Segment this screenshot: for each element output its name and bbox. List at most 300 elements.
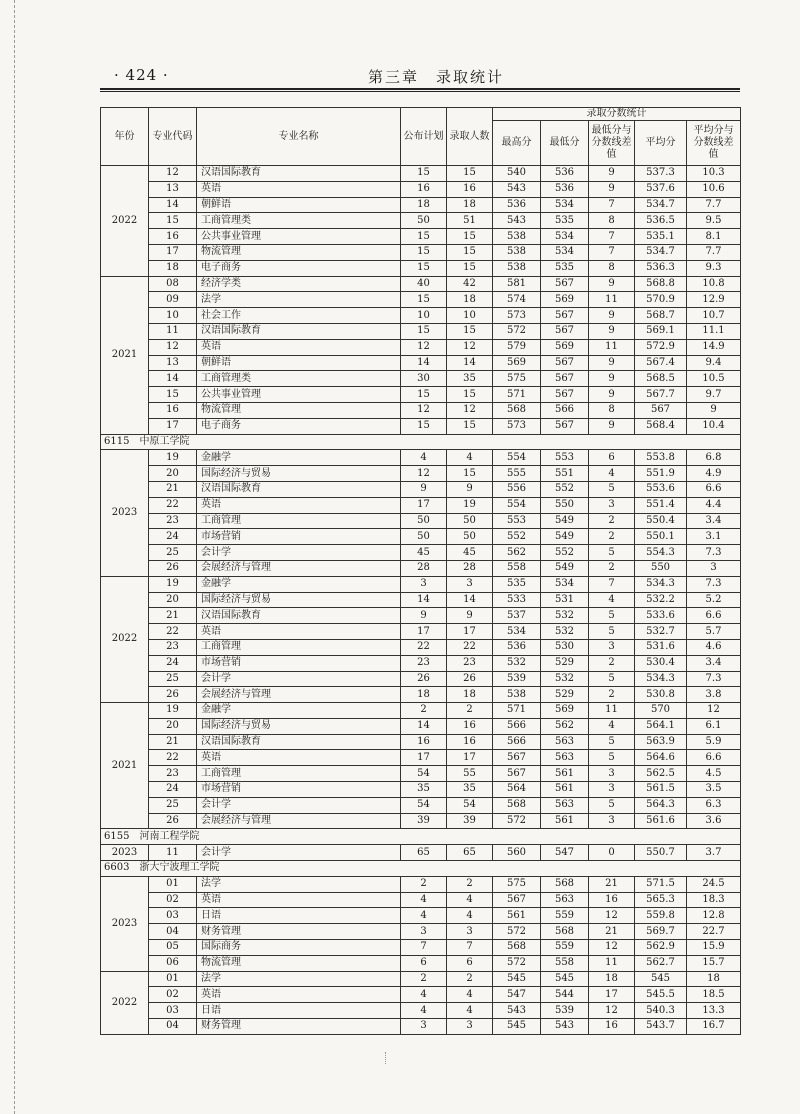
min-cell: 531 [541,592,589,608]
table-row [101,940,741,956]
major-cell: 物流管理 [197,955,401,971]
admitted-cell: 19 [447,497,493,513]
avg-cell: 554.3 [635,545,687,561]
avg-cell: 570.9 [635,292,687,308]
min-cell: 549 [541,560,589,576]
code-cell: 24 [149,782,197,798]
avg-cell: 568.4 [635,418,687,434]
max-cell: 561 [493,908,541,924]
table-row [101,1003,741,1019]
plan-cell: 22 [401,639,447,655]
table-row [101,229,741,245]
table-row [101,624,741,640]
code-cell: 04 [149,1019,197,1035]
code-cell: 16 [149,229,197,245]
table-row [101,244,741,260]
admitted-cell: 18 [447,687,493,703]
admitted-cell: 14 [447,592,493,608]
avg-diff-cell: 9.7 [687,387,741,403]
binding-line [14,0,15,1114]
min-cell: 529 [541,655,589,671]
min-cell: 534 [541,197,589,213]
avg-cell: 562.5 [635,766,687,782]
code-cell: 26 [149,813,197,829]
min-diff-cell: 12 [589,1003,635,1019]
min-diff-cell: 5 [589,481,635,497]
table-row [101,545,741,561]
min-cell: 552 [541,481,589,497]
admitted-cell: 54 [447,797,493,813]
code-cell: 21 [149,734,197,750]
code-cell: 04 [149,924,197,940]
year-cell: 2022 [101,166,149,277]
avg-cell: 568.5 [635,371,687,387]
plan-cell: 2 [401,703,447,719]
major-cell: 国际经济与贸易 [197,718,401,734]
plan-cell: 30 [401,371,447,387]
admitted-cell: 23 [447,655,493,671]
table-row [101,481,741,497]
avg-cell: 551.9 [635,466,687,482]
plan-cell: 15 [401,387,447,403]
min-cell: 569 [541,292,589,308]
avg-cell: 561.6 [635,813,687,829]
min-diff-cell: 2 [589,513,635,529]
admitted-cell: 18 [447,292,493,308]
table-row [101,955,741,971]
avg-diff-cell: 10.5 [687,371,741,387]
admitted-cell: 55 [447,766,493,782]
max-cell: 567 [493,892,541,908]
min-cell: 535 [541,260,589,276]
min-diff-cell: 5 [589,624,635,640]
avg-diff-cell: 11.1 [687,323,741,339]
table-row [101,766,741,782]
avg-diff-cell: 10.8 [687,276,741,292]
avg-cell: 567 [635,402,687,418]
avg-diff-cell: 16.7 [687,1019,741,1035]
table-row [101,608,741,624]
min-cell: 549 [541,529,589,545]
table-row [101,560,741,576]
avg-cell: 565.3 [635,892,687,908]
admitted-cell: 18 [447,197,493,213]
max-cell: 536 [493,639,541,655]
table-row [101,497,741,513]
avg-diff-cell: 5.7 [687,624,741,640]
min-cell: 566 [541,402,589,418]
admitted-cell: 9 [447,481,493,497]
col-min-over-line: 最低分与分数线差值 [589,121,635,166]
avg-cell: 569.1 [635,323,687,339]
plan-cell: 3 [401,924,447,940]
major-cell: 日语 [197,1003,401,1019]
major-cell: 国际商务 [197,940,401,956]
code-cell: 10 [149,308,197,324]
major-cell: 英语 [197,497,401,513]
code-cell: 11 [149,323,197,339]
major-cell: 会计学 [197,845,401,861]
plan-cell: 54 [401,766,447,782]
table-row [101,402,741,418]
min-diff-cell: 4 [589,466,635,482]
major-cell: 电子商务 [197,260,401,276]
plan-cell: 12 [401,466,447,482]
admitted-cell: 2 [447,971,493,987]
max-cell: 575 [493,371,541,387]
plan-cell: 39 [401,813,447,829]
major-cell: 物流管理 [197,402,401,418]
table-row [101,450,741,466]
max-cell: 572 [493,955,541,971]
table-row [101,813,741,829]
school-row [101,829,741,845]
min-cell: 559 [541,940,589,956]
code-cell: 01 [149,876,197,892]
header-rule-thin [100,91,740,92]
school-label: 6155 河南工程学院 [101,829,741,845]
plan-cell: 9 [401,481,447,497]
code-cell: 18 [149,260,197,276]
avg-cell: 550 [635,560,687,576]
min-cell: 563 [541,892,589,908]
min-diff-cell: 9 [589,418,635,434]
avg-diff-cell: 7.3 [687,671,741,687]
col-code: 专业代码 [149,108,197,166]
major-cell: 会展经济与管理 [197,687,401,703]
plan-cell: 15 [401,166,447,182]
min-diff-cell: 17 [589,987,635,1003]
plan-cell: 54 [401,797,447,813]
max-cell: 572 [493,813,541,829]
avg-cell: 536.5 [635,213,687,229]
min-diff-cell: 6 [589,450,635,466]
code-cell: 22 [149,750,197,766]
avg-cell: 562.7 [635,955,687,971]
plan-cell: 3 [401,1019,447,1035]
plan-cell: 6 [401,955,447,971]
code-cell: 09 [149,292,197,308]
code-cell: 03 [149,1003,197,1019]
avg-diff-cell: 7.7 [687,197,741,213]
max-cell: 553 [493,513,541,529]
code-cell: 08 [149,276,197,292]
min-diff-cell: 4 [589,718,635,734]
major-cell: 物流管理 [197,244,401,260]
plan-cell: 2 [401,876,447,892]
table-row [101,276,741,292]
avg-cell: 567.4 [635,355,687,371]
plan-cell: 26 [401,671,447,687]
avg-diff-cell: 3.7 [687,845,741,861]
plan-cell: 7 [401,940,447,956]
admitted-cell: 12 [447,402,493,418]
min-diff-cell: 5 [589,608,635,624]
max-cell: 538 [493,229,541,245]
max-cell: 567 [493,766,541,782]
code-cell: 19 [149,576,197,592]
avg-diff-cell: 3 [687,560,741,576]
min-cell: 561 [541,813,589,829]
min-diff-cell: 11 [589,703,635,719]
admitted-cell: 3 [447,1019,493,1035]
avg-diff-cell: 7.3 [687,576,741,592]
table-row [101,987,741,1003]
table-row [101,892,741,908]
year-cell: 2021 [101,276,149,434]
major-cell: 法学 [197,876,401,892]
min-diff-cell: 5 [589,750,635,766]
major-cell: 朝鲜语 [197,355,401,371]
min-diff-cell: 9 [589,276,635,292]
table-row [101,703,741,719]
admitted-cell: 9 [447,608,493,624]
admitted-cell: 4 [447,1003,493,1019]
major-cell: 市场营销 [197,655,401,671]
col-plan: 公布计划 [401,108,447,166]
avg-diff-cell: 10.7 [687,308,741,324]
min-diff-cell: 0 [589,845,635,861]
avg-diff-cell: 15.7 [687,955,741,971]
avg-cell: 537.3 [635,166,687,182]
admitted-cell: 6 [447,955,493,971]
max-cell: 535 [493,576,541,592]
plan-cell: 12 [401,402,447,418]
major-cell: 电子商务 [197,418,401,434]
min-diff-cell: 12 [589,908,635,924]
min-diff-cell: 2 [589,529,635,545]
code-cell: 20 [149,466,197,482]
avg-cell: 545 [635,971,687,987]
min-diff-cell: 2 [589,655,635,671]
admitted-cell: 14 [447,355,493,371]
avg-diff-cell: 9 [687,402,741,418]
code-cell: 21 [149,481,197,497]
plan-cell: 15 [401,323,447,339]
avg-cell: 550.7 [635,845,687,861]
min-cell: 544 [541,987,589,1003]
avg-cell: 559.8 [635,908,687,924]
min-diff-cell: 3 [589,782,635,798]
plan-cell: 15 [401,292,447,308]
table-row [101,166,741,182]
table-row [101,529,741,545]
plan-cell: 18 [401,687,447,703]
school-label: 6115 中原工学院 [101,434,741,450]
max-cell: 562 [493,545,541,561]
code-cell: 26 [149,687,197,703]
major-cell: 英语 [197,339,401,355]
avg-cell: 562.9 [635,940,687,956]
major-cell: 工商管理 [197,639,401,655]
year-cell: 2023 [101,876,149,971]
admitted-cell: 42 [447,276,493,292]
page-header [100,64,740,88]
table-row [101,355,741,371]
admitted-cell: 15 [447,166,493,182]
major-cell: 工商管理 [197,513,401,529]
col-year: 年份 [101,108,149,166]
min-diff-cell: 21 [589,876,635,892]
admitted-cell: 15 [447,387,493,403]
min-diff-cell: 16 [589,892,635,908]
avg-diff-cell: 6.8 [687,450,741,466]
code-cell: 13 [149,355,197,371]
col-avg: 平均分 [635,121,687,166]
min-diff-cell: 3 [589,813,635,829]
avg-diff-cell: 24.5 [687,876,741,892]
max-cell: 579 [493,339,541,355]
plan-cell: 16 [401,181,447,197]
avg-diff-cell: 10.6 [687,181,741,197]
min-cell: 563 [541,750,589,766]
plan-cell: 2 [401,971,447,987]
avg-diff-cell: 18.5 [687,987,741,1003]
table-row [101,845,741,861]
max-cell: 581 [493,276,541,292]
min-cell: 563 [541,734,589,750]
min-cell: 532 [541,671,589,687]
min-cell: 536 [541,166,589,182]
min-cell: 534 [541,229,589,245]
plan-cell: 45 [401,545,447,561]
major-cell: 法学 [197,971,401,987]
max-cell: 564 [493,782,541,798]
min-diff-cell: 5 [589,545,635,561]
min-cell: 550 [541,497,589,513]
min-cell: 551 [541,466,589,482]
min-diff-cell: 2 [589,687,635,703]
max-cell: 566 [493,718,541,734]
avg-cell: 533.6 [635,608,687,624]
plan-cell: 17 [401,624,447,640]
plan-cell: 15 [401,260,447,276]
avg-cell: 545.5 [635,987,687,1003]
max-cell: 568 [493,797,541,813]
code-cell: 12 [149,166,197,182]
table-row [101,371,741,387]
code-cell: 22 [149,624,197,640]
admitted-cell: 17 [447,750,493,766]
col-max: 最高分 [493,121,541,166]
table-row [101,181,741,197]
school-row [101,861,741,877]
table-row [101,734,741,750]
plan-cell: 50 [401,513,447,529]
chapter-title: 第三章 录取统计 [368,68,505,86]
avg-diff-cell: 15.9 [687,940,741,956]
major-cell: 社会工作 [197,308,401,324]
avg-cell: 567.7 [635,387,687,403]
code-cell: 06 [149,955,197,971]
page-number: · 424 · [114,66,169,84]
admitted-cell: 3 [447,576,493,592]
table-row [101,655,741,671]
admitted-cell: 7 [447,940,493,956]
min-cell: 567 [541,371,589,387]
code-cell: 01 [149,971,197,987]
max-cell: 538 [493,260,541,276]
table-row [101,687,741,703]
table-row [101,924,741,940]
year-cell: 2023 [101,845,149,861]
code-cell: 17 [149,244,197,260]
max-cell: 545 [493,971,541,987]
max-cell: 554 [493,450,541,466]
min-diff-cell: 7 [589,576,635,592]
min-cell: 530 [541,639,589,655]
avg-cell: 534.7 [635,197,687,213]
min-cell: 552 [541,545,589,561]
major-cell: 国际经济与贸易 [197,466,401,482]
min-diff-cell: 8 [589,260,635,276]
min-cell: 529 [541,687,589,703]
code-cell: 15 [149,387,197,403]
major-cell: 财务管理 [197,1019,401,1035]
major-cell: 经济学类 [197,276,401,292]
bottom-mark [385,1052,387,1064]
code-cell: 12 [149,339,197,355]
major-cell: 汉语国际教育 [197,323,401,339]
code-cell: 16 [149,402,197,418]
major-cell: 工商管理 [197,766,401,782]
min-diff-cell: 11 [589,292,635,308]
table-row [101,639,741,655]
plan-cell: 23 [401,655,447,671]
table-row [101,876,741,892]
avg-diff-cell: 13.3 [687,1003,741,1019]
min-diff-cell: 8 [589,213,635,229]
max-cell: 573 [493,418,541,434]
plan-cell: 4 [401,908,447,924]
avg-cell: 530.8 [635,687,687,703]
min-diff-cell: 5 [589,797,635,813]
table-row [101,971,741,987]
avg-cell: 563.9 [635,734,687,750]
avg-cell: 553.6 [635,481,687,497]
admitted-cell: 12 [447,339,493,355]
min-diff-cell: 9 [589,308,635,324]
major-cell: 工商管理类 [197,213,401,229]
min-diff-cell: 5 [589,671,635,687]
plan-cell: 18 [401,197,447,213]
min-cell: 534 [541,244,589,260]
plan-cell: 17 [401,750,447,766]
avg-cell: 543.7 [635,1019,687,1035]
min-cell: 563 [541,797,589,813]
code-cell: 19 [149,703,197,719]
avg-cell: 569.7 [635,924,687,940]
col-min: 最低分 [541,121,589,166]
max-cell: 538 [493,687,541,703]
plan-cell: 3 [401,576,447,592]
plan-cell: 10 [401,308,447,324]
min-diff-cell: 11 [589,339,635,355]
avg-diff-cell: 6.1 [687,718,741,734]
admitted-cell: 3 [447,924,493,940]
avg-diff-cell: 6.3 [687,797,741,813]
avg-diff-cell: 4.4 [687,497,741,513]
col-stats-group: 录取分数统计 [493,108,741,121]
major-cell: 公共事业管理 [197,387,401,403]
table-row [101,1019,741,1035]
avg-diff-cell: 3.6 [687,813,741,829]
avg-diff-cell: 4.9 [687,466,741,482]
avg-diff-cell: 6.6 [687,608,741,624]
major-cell: 财务管理 [197,924,401,940]
min-cell: 534 [541,576,589,592]
major-cell: 汉语国际教育 [197,481,401,497]
